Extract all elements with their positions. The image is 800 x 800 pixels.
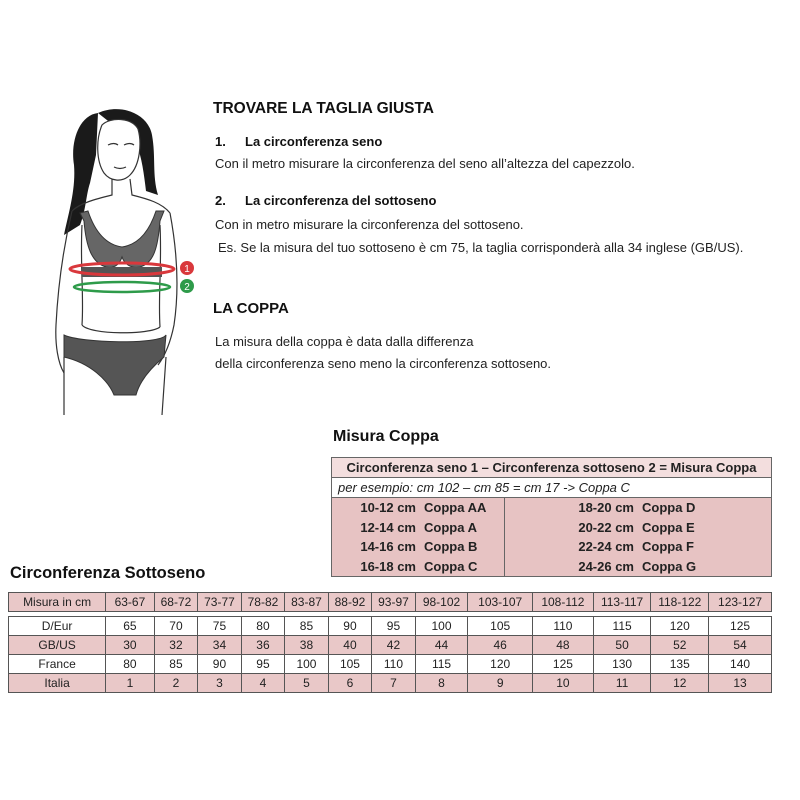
table-cell: 73-77 — [198, 593, 242, 612]
table-cell: 8 — [415, 674, 468, 693]
table-cell: 3 — [198, 674, 242, 693]
table-row — [9, 674, 772, 693]
table-cell: 100 — [285, 655, 329, 674]
table-cell: 50 — [593, 636, 651, 655]
cup-example-row — [332, 478, 772, 498]
step2-text: Con in metro misurare la circonferenza del sottoseno. — [215, 217, 524, 232]
table-cell: 83-87 — [285, 593, 329, 612]
table-cell: 12 — [651, 674, 709, 693]
row-label: Misura in cm — [9, 593, 106, 612]
table-cell: 123-127 — [709, 593, 772, 612]
step1-heading-text: La circonferenza seno — [245, 134, 383, 149]
table-cell: 80 — [241, 617, 285, 636]
table-cell: 103-107 — [468, 593, 533, 612]
table-cell: 6 — [328, 674, 372, 693]
step2-heading-text: La circonferenza del sottoseno — [245, 193, 437, 208]
marker-1 — [180, 261, 194, 275]
table-cell: 80 — [106, 655, 155, 674]
table-row — [9, 593, 772, 612]
table-cell: 52 — [651, 636, 709, 655]
svg-text:2: 2 — [184, 282, 190, 293]
table-cell: 105 — [468, 617, 533, 636]
cup-item: 16-18 cm Coppa C — [360, 558, 478, 574]
size-title: Circonferenza Sottoseno — [10, 564, 206, 582]
table-cell: 93-97 — [372, 593, 416, 612]
table-cell: 1 — [106, 674, 155, 693]
table-cell: 48 — [533, 636, 594, 655]
step1-heading — [215, 134, 382, 149]
cup-formula: Circonferenza seno 1 – Circonferenza sottoseno 2 = Misura Coppa — [332, 458, 772, 478]
coppa-line1: La misura della coppa è data dalla differenza — [215, 334, 474, 349]
table-cell: 13 — [709, 674, 772, 693]
table-cell: 70 — [154, 617, 198, 636]
coppa-title: LA COPPA — [213, 300, 289, 317]
table-cell: 125 — [709, 617, 772, 636]
table-cell: 32 — [154, 636, 198, 655]
table-cell: 95 — [372, 617, 416, 636]
table-cell: 75 — [198, 617, 242, 636]
table-cell: 40 — [328, 636, 372, 655]
table-cell: 2 — [154, 674, 198, 693]
cup-item: 10-12 cm Coppa AA — [360, 500, 487, 516]
table-cell: 10 — [533, 674, 594, 693]
table-cell: 140 — [709, 655, 772, 674]
cup-formula-row — [332, 458, 772, 478]
table-cell: 90 — [198, 655, 242, 674]
step1-text: Con il metro misurare la circonferenza del seno all’altezza del capezzolo. — [215, 156, 635, 171]
cup-right-column — [505, 498, 772, 577]
cup-item: 18-20 cm Coppa D — [578, 500, 696, 516]
table-cell: 90 — [328, 617, 372, 636]
table-cell: 120 — [468, 655, 533, 674]
table-cell: 54 — [709, 636, 772, 655]
cup-values-row — [332, 498, 772, 577]
table-cell: 100 — [415, 617, 468, 636]
table-cell: 125 — [533, 655, 594, 674]
table-cell: 36 — [241, 636, 285, 655]
row-label: GB/US — [9, 636, 106, 655]
table-cell: 42 — [372, 636, 416, 655]
table-cell: 34 — [198, 636, 242, 655]
table-cell: 5 — [285, 674, 329, 693]
row-label: France — [9, 655, 106, 674]
size-conversion-table — [8, 592, 772, 693]
table-cell: 63-67 — [106, 593, 155, 612]
row-label: Italia — [9, 674, 106, 693]
cup-item: 20-22 cm Coppa E — [578, 519, 695, 535]
table-cell: 105 — [328, 655, 372, 674]
woman-measurement-illustration — [40, 95, 210, 415]
table-cell: 85 — [285, 617, 329, 636]
svg-text:1: 1 — [184, 264, 190, 275]
cup-item: 14-16 cm Coppa B — [360, 539, 478, 555]
table-cell: 120 — [651, 617, 709, 636]
table-row — [9, 655, 772, 674]
step1-number: 1. — [215, 134, 226, 149]
table-cell: 30 — [106, 636, 155, 655]
cup-item: 24-26 cm Coppa G — [578, 558, 697, 574]
page-title: TROVARE LA TAGLIA GIUSTA — [213, 100, 435, 117]
coppa-line2: della circonferenza seno meno la circonferenza sottoseno. — [215, 356, 552, 371]
table-cell: 115 — [415, 655, 468, 674]
table-cell: 98-102 — [415, 593, 468, 612]
table-cell: 113-117 — [593, 593, 651, 612]
table-cell: 85 — [154, 655, 198, 674]
cup-item: 12-14 cm Coppa A — [360, 519, 477, 535]
row-label: D/Eur — [9, 617, 106, 636]
table-cell: 130 — [593, 655, 651, 674]
table-cell: 9 — [468, 674, 533, 693]
table-cell: 4 — [241, 674, 285, 693]
table-cell: 65 — [106, 617, 155, 636]
table-cell: 110 — [372, 655, 416, 674]
table-cell: 44 — [415, 636, 468, 655]
cup-left-column — [332, 498, 505, 577]
marker-2 — [180, 279, 194, 293]
table-cell: 7 — [372, 674, 416, 693]
table-cell: 88-92 — [328, 593, 372, 612]
step2-number: 2. — [215, 193, 226, 208]
table-cell: 135 — [651, 655, 709, 674]
cup-example: per esempio: cm 102 – cm 85 = cm 17 -> Coppa C — [332, 478, 772, 498]
table-cell: 95 — [241, 655, 285, 674]
step2-heading — [215, 193, 436, 208]
table-cell: 68-72 — [154, 593, 198, 612]
cup-title: Misura Coppa — [333, 428, 439, 445]
cup-item: 22-24 cm Coppa F — [578, 539, 694, 555]
table-cell: 118-122 — [651, 593, 709, 612]
table-row — [9, 617, 772, 636]
table-cell: 38 — [285, 636, 329, 655]
table-cell: 108-112 — [533, 593, 594, 612]
table-cell: 115 — [593, 617, 651, 636]
table-cell: 11 — [593, 674, 651, 693]
table-cell: 46 — [468, 636, 533, 655]
step2-example: Es. Se la misura del tuo sottoseno è cm 75, la taglia corrisponderà alla 34 inglese (GB/US). — [218, 240, 744, 255]
table-cell: 110 — [533, 617, 594, 636]
cup-size-table — [331, 457, 772, 577]
table-cell: 78-82 — [241, 593, 285, 612]
table-row — [9, 636, 772, 655]
